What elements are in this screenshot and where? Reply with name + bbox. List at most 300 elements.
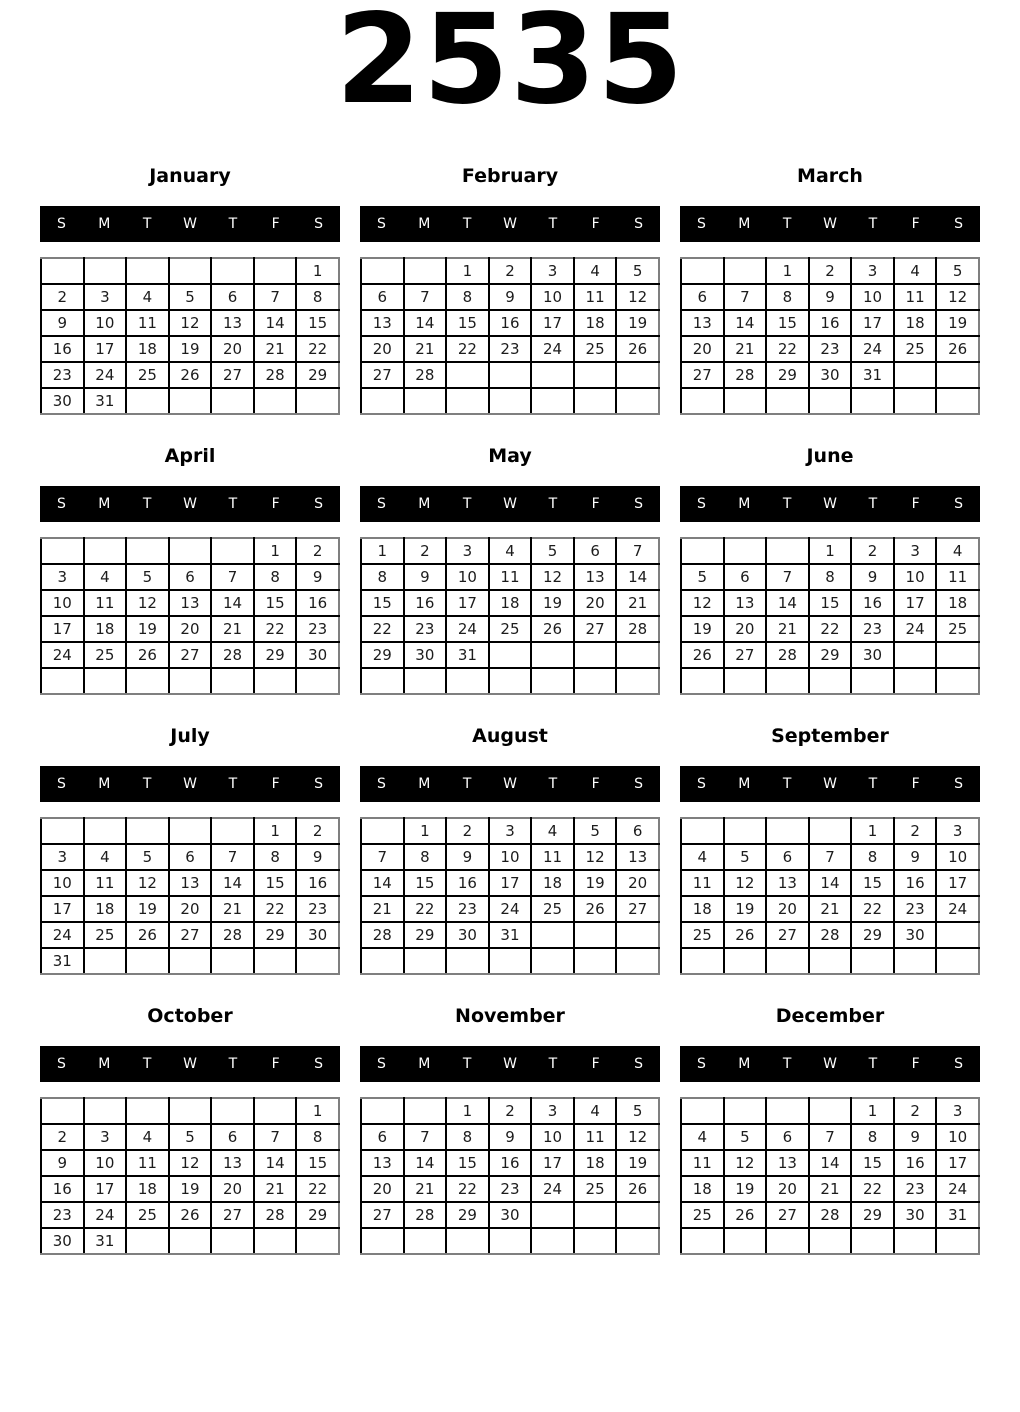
weekday-header-row xyxy=(360,766,660,802)
day-cell: 25 xyxy=(84,642,127,668)
weekday-header-cell: F xyxy=(271,1056,280,1072)
day-cell: 30 xyxy=(894,922,937,948)
day-cell: 27 xyxy=(574,616,617,642)
day-cell: 30 xyxy=(894,1202,937,1228)
day-cell xyxy=(724,1098,767,1124)
day-cell: 16 xyxy=(296,870,339,896)
day-cell xyxy=(126,538,169,564)
weekday-header-cell: S xyxy=(376,1056,386,1072)
month-days-table xyxy=(40,537,340,695)
week-row xyxy=(41,310,339,336)
day-cell xyxy=(404,258,447,284)
day-cell: 13 xyxy=(169,590,212,616)
day-cell: 26 xyxy=(126,642,169,668)
month-may xyxy=(360,443,660,707)
day-cell: 8 xyxy=(254,564,297,590)
week-row xyxy=(41,388,339,414)
day-cell: 30 xyxy=(404,642,447,668)
week-row xyxy=(361,870,659,896)
weekday-header-cell: W xyxy=(183,216,197,232)
day-cell xyxy=(296,388,339,414)
week-row xyxy=(361,284,659,310)
day-cell xyxy=(361,948,404,974)
weekday-header-cell: M xyxy=(738,776,751,792)
day-cell: 9 xyxy=(851,564,894,590)
day-cell: 2 xyxy=(446,818,489,844)
day-cell: 22 xyxy=(446,336,489,362)
day-cell xyxy=(809,668,852,694)
day-cell xyxy=(724,1228,767,1254)
day-cell xyxy=(531,948,574,974)
day-cell: 25 xyxy=(531,896,574,922)
day-cell xyxy=(361,1098,404,1124)
week-row xyxy=(361,336,659,362)
day-cell: 28 xyxy=(809,1202,852,1228)
day-cell: 28 xyxy=(809,922,852,948)
month-days-table xyxy=(40,257,340,415)
day-cell xyxy=(936,1228,979,1254)
day-cell: 14 xyxy=(254,1150,297,1176)
day-cell: 13 xyxy=(766,1150,809,1176)
day-cell: 16 xyxy=(894,870,937,896)
day-cell: 11 xyxy=(84,870,127,896)
weekday-header-cell: T xyxy=(782,496,792,512)
day-cell xyxy=(894,642,937,668)
day-cell: 26 xyxy=(531,616,574,642)
day-cell xyxy=(616,362,659,388)
weekday-header-cell: S xyxy=(56,496,66,512)
day-cell: 7 xyxy=(361,844,404,870)
day-cell: 30 xyxy=(41,1228,84,1254)
week-row xyxy=(681,1176,979,1202)
weekday-header-cell: M xyxy=(738,496,751,512)
day-cell xyxy=(169,1098,212,1124)
day-cell xyxy=(296,1228,339,1254)
day-cell: 29 xyxy=(404,922,447,948)
day-cell: 5 xyxy=(531,538,574,564)
weekday-header-cell: T xyxy=(868,776,878,792)
month-march xyxy=(680,163,980,427)
day-cell xyxy=(766,668,809,694)
day-cell: 3 xyxy=(84,1124,127,1150)
day-cell: 8 xyxy=(404,844,447,870)
day-cell xyxy=(446,948,489,974)
day-cell: 21 xyxy=(211,896,254,922)
day-cell xyxy=(616,668,659,694)
day-cell: 8 xyxy=(296,284,339,310)
day-cell: 17 xyxy=(531,310,574,336)
day-cell: 1 xyxy=(766,258,809,284)
month-september xyxy=(680,723,980,987)
day-cell: 28 xyxy=(404,362,447,388)
week-row xyxy=(41,1228,339,1254)
day-cell: 20 xyxy=(211,336,254,362)
weekday-header-cell: W xyxy=(503,1056,517,1072)
day-cell: 10 xyxy=(84,310,127,336)
day-cell: 31 xyxy=(489,922,532,948)
day-cell: 27 xyxy=(724,642,767,668)
day-cell: 7 xyxy=(404,284,447,310)
day-cell xyxy=(84,818,127,844)
day-cell: 20 xyxy=(169,896,212,922)
day-cell: 17 xyxy=(84,336,127,362)
weekday-header-cell: T xyxy=(228,216,238,232)
day-cell: 2 xyxy=(809,258,852,284)
week-row xyxy=(681,1098,979,1124)
day-cell: 6 xyxy=(169,844,212,870)
month-february xyxy=(360,163,660,427)
day-cell: 5 xyxy=(724,844,767,870)
day-cell: 27 xyxy=(211,1202,254,1228)
day-cell: 29 xyxy=(446,1202,489,1228)
weekday-header-row xyxy=(40,766,340,802)
day-cell: 5 xyxy=(574,818,617,844)
week-row xyxy=(681,564,979,590)
day-cell: 11 xyxy=(126,1150,169,1176)
weekday-header-cell: T xyxy=(548,216,558,232)
day-cell: 25 xyxy=(681,1202,724,1228)
day-cell xyxy=(169,818,212,844)
week-row xyxy=(681,870,979,896)
day-cell xyxy=(296,948,339,974)
day-cell: 9 xyxy=(41,310,84,336)
month-name: October xyxy=(147,1005,233,1027)
day-cell xyxy=(254,1098,297,1124)
day-cell xyxy=(211,538,254,564)
day-cell: 2 xyxy=(894,1098,937,1124)
day-cell: 25 xyxy=(681,922,724,948)
day-cell: 5 xyxy=(681,564,724,590)
weekday-header-cell: S xyxy=(56,216,66,232)
day-cell xyxy=(809,948,852,974)
day-cell xyxy=(936,362,979,388)
day-cell: 16 xyxy=(41,1176,84,1202)
day-cell: 15 xyxy=(446,310,489,336)
day-cell: 29 xyxy=(296,362,339,388)
day-cell: 20 xyxy=(361,336,404,362)
day-cell: 1 xyxy=(254,818,297,844)
week-row xyxy=(41,818,339,844)
month-april xyxy=(40,443,340,707)
day-cell: 30 xyxy=(41,388,84,414)
day-cell: 15 xyxy=(254,870,297,896)
weekday-header-cell: S xyxy=(696,1056,706,1072)
day-cell: 17 xyxy=(851,310,894,336)
day-cell: 29 xyxy=(361,642,404,668)
day-cell: 22 xyxy=(296,336,339,362)
weekday-header-cell: M xyxy=(418,496,431,512)
day-cell xyxy=(936,922,979,948)
day-cell: 16 xyxy=(851,590,894,616)
week-row xyxy=(361,388,659,414)
weekday-header-row xyxy=(360,1046,660,1082)
month-days-table xyxy=(40,817,340,975)
day-cell: 22 xyxy=(254,616,297,642)
week-row xyxy=(41,948,339,974)
day-cell: 8 xyxy=(851,1124,894,1150)
day-cell: 10 xyxy=(531,1124,574,1150)
day-cell: 27 xyxy=(169,922,212,948)
day-cell: 20 xyxy=(681,336,724,362)
day-cell: 28 xyxy=(361,922,404,948)
day-cell: 18 xyxy=(681,1176,724,1202)
week-row xyxy=(681,538,979,564)
day-cell xyxy=(724,948,767,974)
day-cell: 14 xyxy=(211,870,254,896)
day-cell: 8 xyxy=(851,844,894,870)
day-cell: 19 xyxy=(126,896,169,922)
day-cell: 27 xyxy=(361,1202,404,1228)
day-cell xyxy=(446,668,489,694)
week-row xyxy=(681,284,979,310)
day-cell: 30 xyxy=(446,922,489,948)
day-cell xyxy=(681,1228,724,1254)
day-cell: 18 xyxy=(126,1176,169,1202)
day-cell xyxy=(254,258,297,284)
day-cell: 24 xyxy=(894,616,937,642)
week-row xyxy=(361,564,659,590)
day-cell: 1 xyxy=(404,818,447,844)
day-cell: 16 xyxy=(489,310,532,336)
day-cell: 29 xyxy=(254,922,297,948)
month-days-table xyxy=(680,537,980,695)
day-cell: 11 xyxy=(84,590,127,616)
weekday-header-cell: W xyxy=(503,776,517,792)
day-cell xyxy=(446,388,489,414)
day-cell: 29 xyxy=(851,1202,894,1228)
day-cell: 5 xyxy=(126,564,169,590)
day-cell: 7 xyxy=(809,1124,852,1150)
weekday-header-cell: S xyxy=(56,776,66,792)
day-cell xyxy=(169,948,212,974)
day-cell xyxy=(894,1228,937,1254)
week-row xyxy=(361,1228,659,1254)
day-cell: 25 xyxy=(574,336,617,362)
weekday-header-cell: W xyxy=(503,496,517,512)
day-cell xyxy=(616,642,659,668)
day-cell xyxy=(361,1228,404,1254)
weekday-header-cell: S xyxy=(314,776,324,792)
day-cell: 8 xyxy=(446,284,489,310)
day-cell: 17 xyxy=(446,590,489,616)
day-cell: 26 xyxy=(169,362,212,388)
day-cell: 18 xyxy=(574,310,617,336)
month-name: June xyxy=(806,445,854,467)
weekday-header-cell: M xyxy=(98,496,111,512)
day-cell: 19 xyxy=(169,336,212,362)
day-cell: 15 xyxy=(446,1150,489,1176)
day-cell: 27 xyxy=(616,896,659,922)
month-days-table xyxy=(360,1097,660,1255)
day-cell: 28 xyxy=(254,1202,297,1228)
day-cell xyxy=(489,1228,532,1254)
weekday-header-cell: S xyxy=(696,216,706,232)
weekday-header-cell: M xyxy=(738,1056,751,1072)
weekday-header-cell: W xyxy=(823,1056,837,1072)
day-cell: 9 xyxy=(296,564,339,590)
day-cell xyxy=(574,668,617,694)
day-cell xyxy=(446,1228,489,1254)
day-cell: 16 xyxy=(446,870,489,896)
day-cell: 13 xyxy=(681,310,724,336)
month-december xyxy=(680,1003,980,1267)
day-cell: 28 xyxy=(724,362,767,388)
day-cell: 5 xyxy=(616,1098,659,1124)
weekday-header-cell: F xyxy=(911,776,920,792)
day-cell xyxy=(126,1228,169,1254)
day-cell: 2 xyxy=(404,538,447,564)
day-cell: 2 xyxy=(489,1098,532,1124)
day-cell xyxy=(616,948,659,974)
day-cell: 29 xyxy=(254,642,297,668)
day-cell: 14 xyxy=(404,310,447,336)
day-cell xyxy=(489,388,532,414)
day-cell: 20 xyxy=(766,1176,809,1202)
day-cell: 26 xyxy=(169,1202,212,1228)
day-cell: 12 xyxy=(936,284,979,310)
day-cell: 2 xyxy=(894,818,937,844)
weekday-header-cell: M xyxy=(418,1056,431,1072)
day-cell: 6 xyxy=(361,284,404,310)
day-cell: 9 xyxy=(489,284,532,310)
month-days-table xyxy=(680,1097,980,1255)
weekday-header-cell: T xyxy=(228,496,238,512)
day-cell: 24 xyxy=(41,642,84,668)
day-cell xyxy=(126,258,169,284)
weekday-header-cell: S xyxy=(634,1056,644,1072)
day-cell: 11 xyxy=(681,870,724,896)
weekday-header-cell: T xyxy=(548,776,558,792)
day-cell: 12 xyxy=(724,1150,767,1176)
year-title: 2535 xyxy=(335,0,685,132)
day-cell xyxy=(766,1098,809,1124)
weekday-header-cell: F xyxy=(271,776,280,792)
day-cell: 13 xyxy=(574,564,617,590)
day-cell: 11 xyxy=(489,564,532,590)
day-cell xyxy=(851,948,894,974)
weekday-header-cell: W xyxy=(823,216,837,232)
month-name: November xyxy=(455,1005,565,1027)
day-cell: 22 xyxy=(809,616,852,642)
day-cell: 25 xyxy=(894,336,937,362)
day-cell: 11 xyxy=(681,1150,724,1176)
weekday-header-cell: M xyxy=(418,216,431,232)
day-cell: 1 xyxy=(254,538,297,564)
day-cell: 15 xyxy=(404,870,447,896)
day-cell: 12 xyxy=(681,590,724,616)
day-cell: 27 xyxy=(169,642,212,668)
day-cell: 5 xyxy=(936,258,979,284)
day-cell: 21 xyxy=(809,896,852,922)
day-cell: 18 xyxy=(126,336,169,362)
day-cell: 9 xyxy=(489,1124,532,1150)
week-row xyxy=(361,362,659,388)
day-cell: 9 xyxy=(446,844,489,870)
day-cell xyxy=(851,1228,894,1254)
day-cell: 31 xyxy=(851,362,894,388)
day-cell xyxy=(489,668,532,694)
week-row xyxy=(361,310,659,336)
day-cell: 22 xyxy=(851,896,894,922)
day-cell: 19 xyxy=(616,1150,659,1176)
day-cell: 28 xyxy=(211,642,254,668)
day-cell xyxy=(169,1228,212,1254)
day-cell: 4 xyxy=(894,258,937,284)
week-row xyxy=(41,590,339,616)
day-cell: 6 xyxy=(681,284,724,310)
day-cell: 4 xyxy=(574,258,617,284)
day-cell: 15 xyxy=(361,590,404,616)
day-cell: 19 xyxy=(936,310,979,336)
week-row xyxy=(681,310,979,336)
week-row xyxy=(41,616,339,642)
weekday-header-cell: W xyxy=(823,496,837,512)
weekday-header-cell: T xyxy=(142,1056,152,1072)
day-cell: 1 xyxy=(446,1098,489,1124)
weekday-header-cell: T xyxy=(142,496,152,512)
day-cell xyxy=(766,538,809,564)
day-cell: 10 xyxy=(531,284,574,310)
week-row xyxy=(681,642,979,668)
day-cell: 10 xyxy=(489,844,532,870)
week-row xyxy=(681,668,979,694)
day-cell: 11 xyxy=(531,844,574,870)
weekday-header-row xyxy=(360,206,660,242)
day-cell xyxy=(531,922,574,948)
day-cell: 13 xyxy=(724,590,767,616)
day-cell: 6 xyxy=(211,1124,254,1150)
day-cell: 6 xyxy=(169,564,212,590)
day-cell xyxy=(724,538,767,564)
weekday-header-cell: F xyxy=(911,496,920,512)
day-cell: 2 xyxy=(41,284,84,310)
weekday-header-cell: T xyxy=(228,1056,238,1072)
day-cell: 26 xyxy=(681,642,724,668)
day-cell xyxy=(894,948,937,974)
day-cell: 17 xyxy=(41,896,84,922)
day-cell: 7 xyxy=(724,284,767,310)
weekday-header-cell: M xyxy=(738,216,751,232)
month-name: January xyxy=(149,165,231,187)
weekday-header-cell: W xyxy=(503,216,517,232)
day-cell: 1 xyxy=(446,258,489,284)
day-cell xyxy=(616,1228,659,1254)
day-cell: 19 xyxy=(681,616,724,642)
day-cell: 18 xyxy=(681,896,724,922)
day-cell xyxy=(254,948,297,974)
day-cell: 14 xyxy=(616,564,659,590)
day-cell: 2 xyxy=(41,1124,84,1150)
day-cell: 24 xyxy=(446,616,489,642)
day-cell xyxy=(446,362,489,388)
weekday-header-cell: S xyxy=(634,496,644,512)
day-cell: 19 xyxy=(169,1176,212,1202)
day-cell xyxy=(574,388,617,414)
day-cell: 26 xyxy=(616,1176,659,1202)
weekday-header-cell: T xyxy=(462,216,472,232)
day-cell xyxy=(681,258,724,284)
day-cell: 19 xyxy=(724,896,767,922)
day-cell: 13 xyxy=(616,844,659,870)
day-cell: 4 xyxy=(126,1124,169,1150)
day-cell xyxy=(574,362,617,388)
day-cell xyxy=(84,1098,127,1124)
day-cell: 3 xyxy=(936,818,979,844)
day-cell: 22 xyxy=(296,1176,339,1202)
day-cell: 17 xyxy=(41,616,84,642)
day-cell xyxy=(894,388,937,414)
day-cell: 20 xyxy=(361,1176,404,1202)
